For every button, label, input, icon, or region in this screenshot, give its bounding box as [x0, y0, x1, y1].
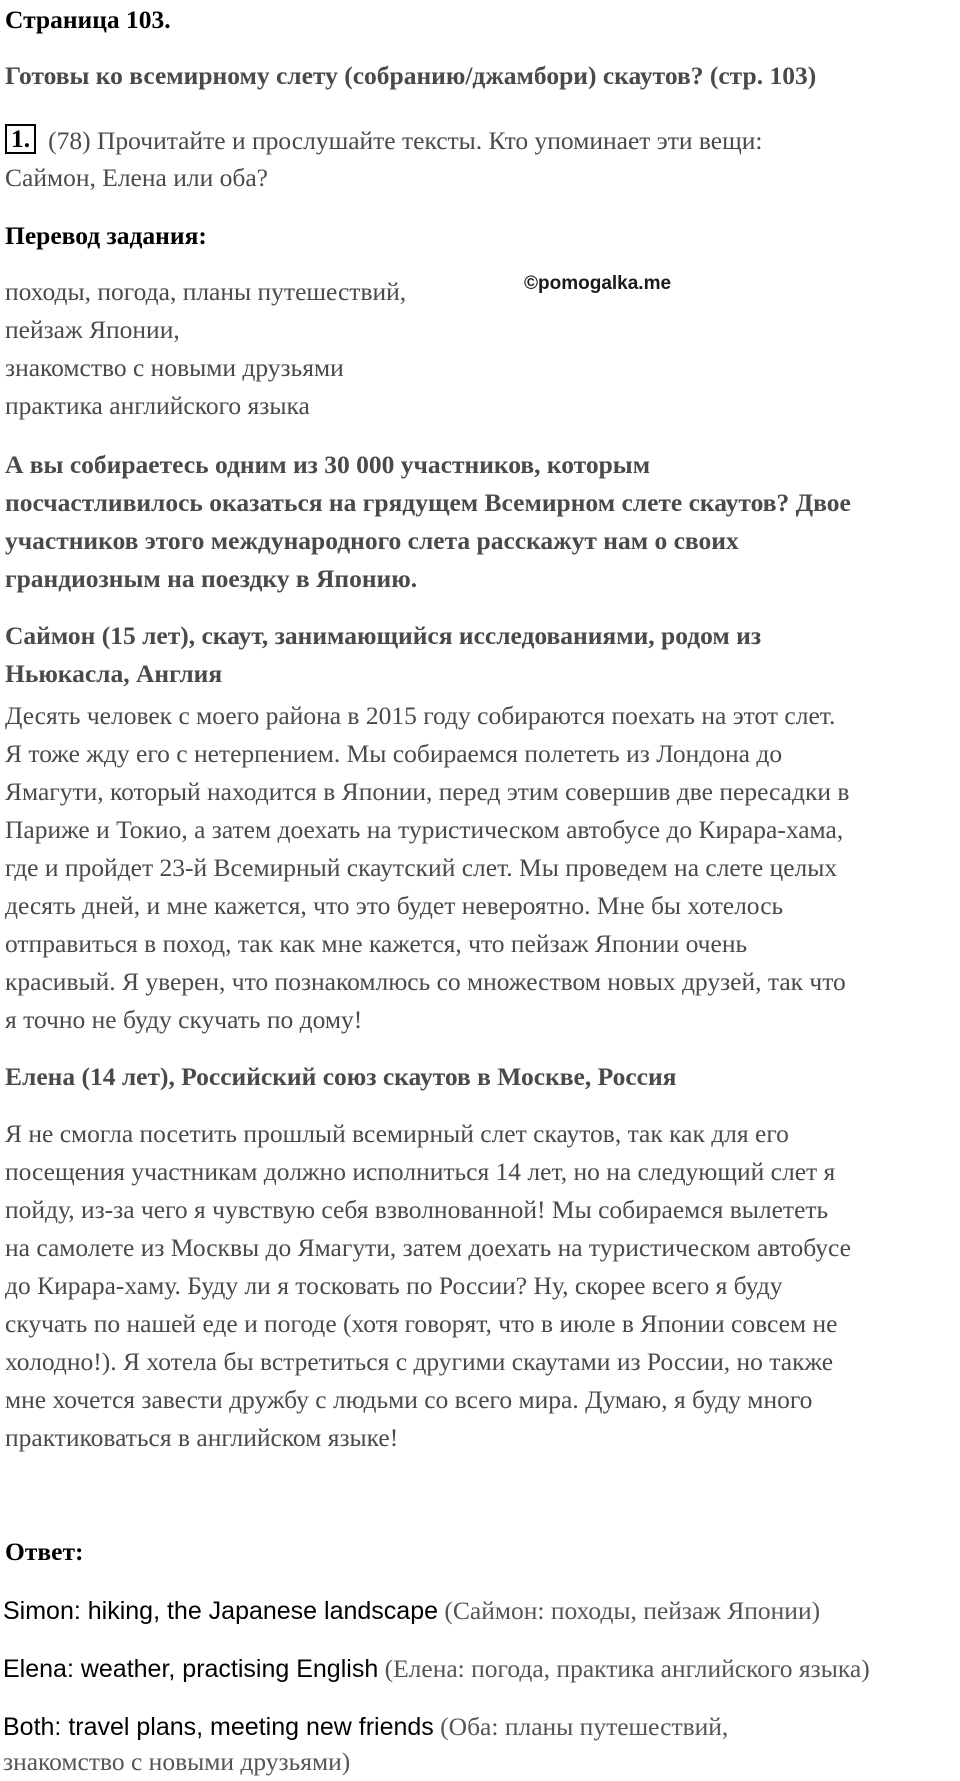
- intro-line-4: грандиозным на поездку в Японию.: [5, 564, 418, 593]
- answer-simon-en: Simon: hiking, the Japanese landscape: [3, 1597, 439, 1625]
- answer-simon-ru: (Саймон: походы, пейзаж Японии): [444, 1596, 821, 1625]
- simon-heading-1: Саймон (15 лет), скаут, занимающийся исследованиями, родом из: [5, 621, 762, 650]
- intro-line-3: участников этого международного слета расскажут нам о своих: [5, 526, 739, 555]
- answer-both-ru-2: знакомство с новыми друзьями): [3, 1747, 351, 1776]
- elena-text-5: до Кирара-хаму. Буду ли я тосковать по России? Ну, скорее всего я буду: [5, 1271, 783, 1300]
- simon-text-9: я точно не буду скучать по дому!: [5, 1005, 363, 1034]
- answer-elena-en: Elena: weather, practising English: [3, 1655, 379, 1683]
- elena-text-1: Я не смогла посетить прошлый всемирный слет скаутов, так как для его: [5, 1119, 789, 1148]
- elena-text-8: мне хочется завести дружбу с людьми со всего мира. Думаю, я буду много: [5, 1385, 813, 1414]
- elena-text-7: холодно!). Я хотела бы встретиться с другими скаутами из России, но также: [5, 1347, 834, 1376]
- elena-text-4: на самолете из Москвы до Ямагути, затем доехать на туристическом автобусе: [5, 1233, 851, 1262]
- simon-text-1: Десять человек с моего района в 2015 году собираются поехать на этот слет.: [5, 701, 836, 730]
- elena-heading: Елена (14 лет), Российский союз скаутов в Москве, Россия: [5, 1062, 677, 1091]
- answer-elena-ru: (Елена: погода, практика английского языка): [384, 1654, 870, 1683]
- simon-text-3: Ямагути, который находится в Японии, перед этим совершив две пересадки в: [5, 777, 850, 806]
- answer-simon: [3, 1595, 820, 1627]
- answer-both-en: Both: travel plans, meeting new friends: [3, 1713, 434, 1741]
- page-title: Страница 103.: [5, 5, 171, 34]
- task-number-box: 1.: [5, 124, 36, 154]
- task-text-1: (78) Прочитайте и прослушайте тексты. Кто упоминает эти вещи:: [48, 126, 763, 155]
- elena-text-2: посещения участникам должно исполниться 14 лет, но на следующий слет я: [5, 1157, 836, 1186]
- translation-heading: Перевод задания:: [5, 221, 207, 250]
- simon-text-7: отправиться в поход, так как мне кажется, что пейзаж Японии очень: [5, 929, 748, 958]
- simon-text-6: десять дней, и мне кажется, что это будет невероятно. Мне бы хотелось: [5, 891, 784, 920]
- answer-both: [3, 1711, 728, 1743]
- simon-heading-2: Ньюкасла, Англия: [5, 659, 223, 688]
- item-3: знакомство с новыми друзьями: [5, 353, 344, 382]
- elena-text-3: пойду, из-за чего я чувствую себя взволнованной! Мы собираемся вылететь: [5, 1195, 829, 1224]
- item-1: походы, погода, планы путешествий,: [5, 277, 407, 306]
- intro-line-1: А вы собираетесь одним из 30 000 участников, которым: [5, 450, 651, 479]
- task-line-2: Саймон, Елена или оба?: [5, 163, 268, 192]
- simon-text-5: где и пройдет 23-й Всемирный скаутский слет. Мы проведем на слете целых: [5, 853, 838, 882]
- intro-line-2: посчастливилось оказаться на грядущем Всемирном слете скаутов? Двое: [5, 488, 851, 517]
- watermark: ©pomogalka.me: [524, 273, 672, 294]
- simon-text-8: красивый. Я уверен, что познакомлюсь со множеством новых друзей, так что: [5, 967, 846, 996]
- task-line-1: [5, 124, 762, 157]
- item-2: пейзаж Японии,: [5, 315, 180, 344]
- elena-text-9: практиковаться в английском языке!: [5, 1423, 399, 1452]
- elena-text-6: скучать по нашей еде и погоде (хотя говорят, что в июле в Японии совсем не: [5, 1309, 838, 1338]
- answer-both-cont: [3, 1746, 350, 1778]
- answer-both-ru: (Оба: планы путешествий,: [440, 1712, 729, 1741]
- section-title: Готовы ко всемирному слету (собранию/джамбори) скаутов? (стр. 103): [5, 61, 817, 90]
- answer-elena: [3, 1653, 870, 1685]
- item-4: практика английского языка: [5, 391, 310, 420]
- answer-heading: Ответ:: [5, 1537, 84, 1566]
- simon-text-2: Я тоже жду его с нетерпением. Мы собираемся полететь из Лондона до: [5, 739, 783, 768]
- simon-text-4: Париже и Токио, а затем доехать на туристическом автобусе до Кирара-хама,: [5, 815, 844, 844]
